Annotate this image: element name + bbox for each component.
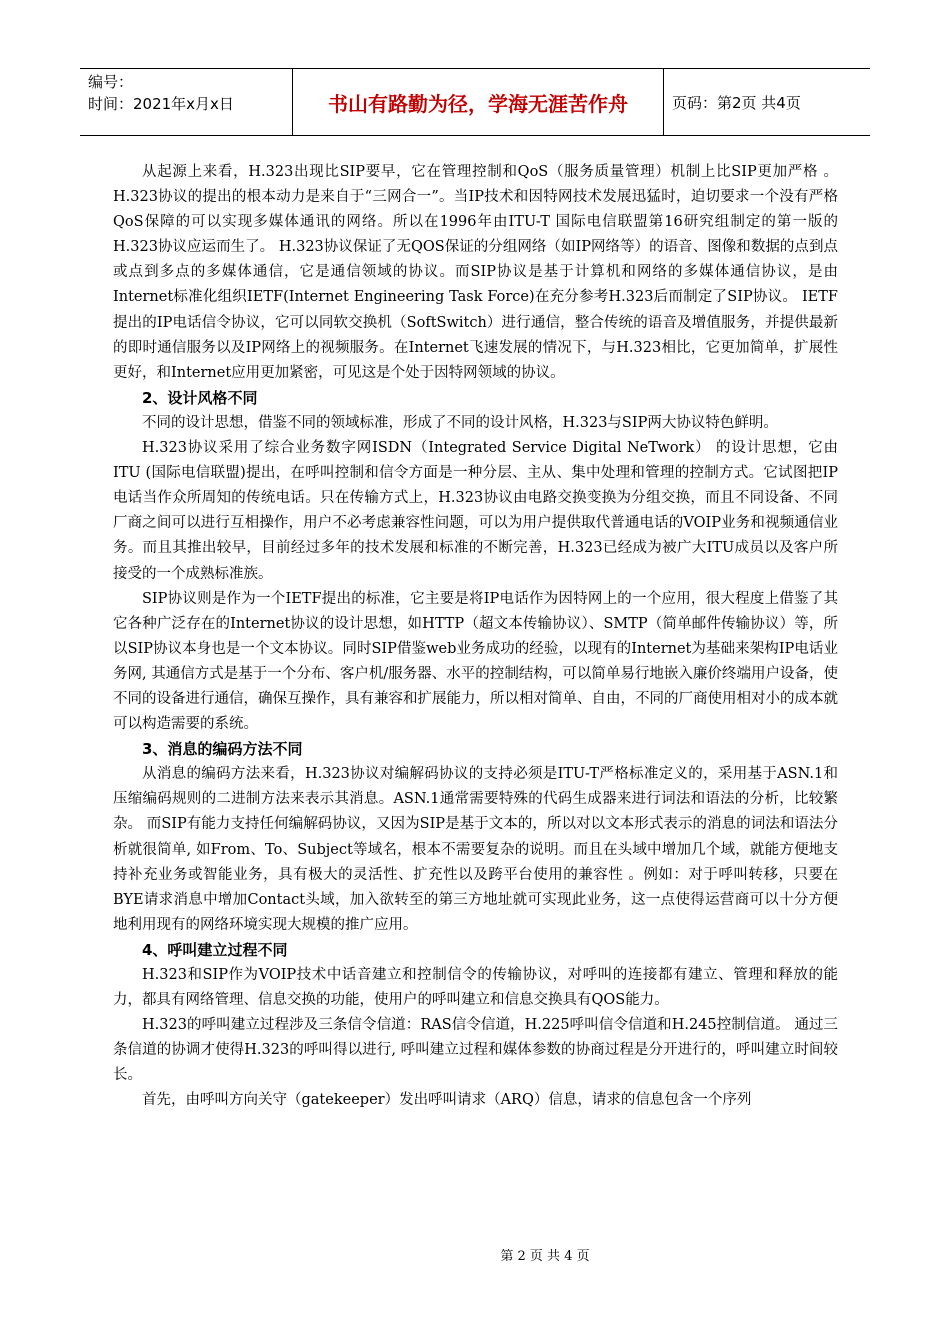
paragraph: H.323协议采用了综合业务数字网ISDN（Integrated Service Digital NeTwork） 的设计思想，它由ITU (国际电信联盟)提出，在呼叫控制和信令方面是一种分层、主从、集中处理和管理的控制方式。它试图把IP电话当作众所周知的传统电话。只在传输方式上，H.323协议由电路交换变换为分组交换，而且不同设备、不同厂商之间可以进行互相操作，用户不必考虑兼容性问题，可以为用户提供取代普通电话的VOIP业务和视频通信业务。而且其推出较早，目前经过多年的技术发展和标准的不断完善，H.323已经成为被广大ITU成员以及客户所接受的一个成熟标准族。: [113, 440, 838, 582]
paragraph: H.323和SIP作为VOIP技术中话音建立和控制信令的传输协议，对呼叫的连接都有建立、管理和释放的能力，都具有网络管理、信息交换的功能，使用户的呼叫建立和信息交换具有QOS能力。: [113, 967, 838, 1009]
paragraph: SIP协议则是作为一个IETF提出的标准，它主要是将IP电话作为因特网上的一个应用，很大程度上借鉴了其它各种广泛存在的Internet协议的设计思想，如HTTP（超文本传输协议）、SMTP（简单邮件传输协议）等，所以SIP协议本身也是一个文本协议。同时SIP借鉴web业务成功的经验，以现有的Internet为基础来架构IP电话业务网, 其通信方式是基于一个分布、客户机/服务器、水平的控制结构，可以简单易行地嵌入廉价终端用户设备，使不同的设备进行通信，确保互操作，具有兼容和扩展能力，所以相对简单、自由，不同的厂商使用相对小的成本就可以构造需要的系统。: [113, 590, 838, 733]
header-meta: [80, 69, 293, 135]
page-footer: 第 2 页 共 4 页: [500, 1249, 590, 1264]
time-label: 时间：2021年x月x日: [88, 95, 234, 113]
header-page-info: 页码：第2页 共4页: [672, 93, 801, 112]
page-header: [80, 68, 870, 136]
document-body: [113, 160, 838, 1114]
section-heading: 3、消息的编码方法不同: [142, 740, 303, 759]
number-label: 编号：: [88, 73, 134, 91]
section-heading: 4、呼叫建立过程不同: [142, 940, 288, 959]
paragraph: 不同的设计思想，借鉴不同的领域标准，形成了不同的设计风格，H.323与SIP两大协议特色鲜明。: [142, 414, 778, 431]
paragraph: 从起源上来看，H.323出现比SIP要早，它在管理控制和QoS（服务质量管理）机制上比SIP更加严格 。H.323协议的提出的根本动力是来自于“三网合一”。当IP技术和因特网技术发展迅猛时，迫切要求一个没有严格QoS保障的可以实现多媒体通讯的网络。所以在1996年由ITU-T 国际电信联盟第16研究组制定的第一版的H.323协议应运而生了。 H.323协议保证了无QOS保证的分组网络（如IP网络等）的语音、图像和数据的点到点或点到多点的多媒体通信，它是通信领域的协议。而SIP协议是基于计算机和网络的多媒体通信协议，是由Internet标准化组织IETF(Internet Engineering Task Force)在充分参考H.323后而制定了SIP协议。 IETF提出的IP电话信令协议，它可以同软交换机（SoftSwitch）进行通信，整合传统的语音及增值服务，并提供最新的即时通信服务以及IP网络上的视频服务。在Internet飞速发展的情况下，与H.323相比，它更加简单，扩展性更好，和Internet应用更加紧密，可见这是个处于因特网领域的协议。: [113, 164, 838, 381]
paragraph: 从消息的编码方法来看，H.323协议对编解码协议的支持必须是ITU-T严格标准定义的，采用基于ASN.1和压缩编码规则的二进制方法来表示其消息。ASN.1通常需要特殊的代码生成器来进行词法和语法的分析，比较繁杂。 而SIP有能力支持任何编解码协议，又因为SIP是基于文本的，所以对以文本形式表示的消息的词法和语法分析就很简单, 如From、To、Subject等域名，根本不需要复杂的说明。而且在头域中增加几个域，就能方便地支持补充业务或智能业务，具有极大的灵活性、扩充性以及跨平台使用的兼容性 。例如：对于呼叫转移，只要在BYE请求消息中增加Contact头域，加入欲转至的第三方地址就可实现此业务，这一点使得运营商可以十分方便地利用现有的网络环境实现大规模的推广应用。: [113, 766, 838, 933]
paragraph: 首先，由呼叫方向关守（gatekeeper）发出呼叫请求（ARQ）信息，请求的信息包含一个序列: [142, 1092, 752, 1109]
section-heading: 2、设计风格不同: [142, 388, 258, 407]
paragraph: H.323的呼叫建立过程涉及三条信令信道：RAS信令信道，H.225呼叫信令信道和H.245控制信道。 通过三条信道的协调才使得H.323的呼叫得以进行, 呼叫建立过程和媒体参数的协商过程是分开进行的，呼叫建立时间较长。: [113, 1017, 838, 1084]
header-motto: 书山有路勤为径，学海无涯苦作舟: [293, 69, 664, 135]
